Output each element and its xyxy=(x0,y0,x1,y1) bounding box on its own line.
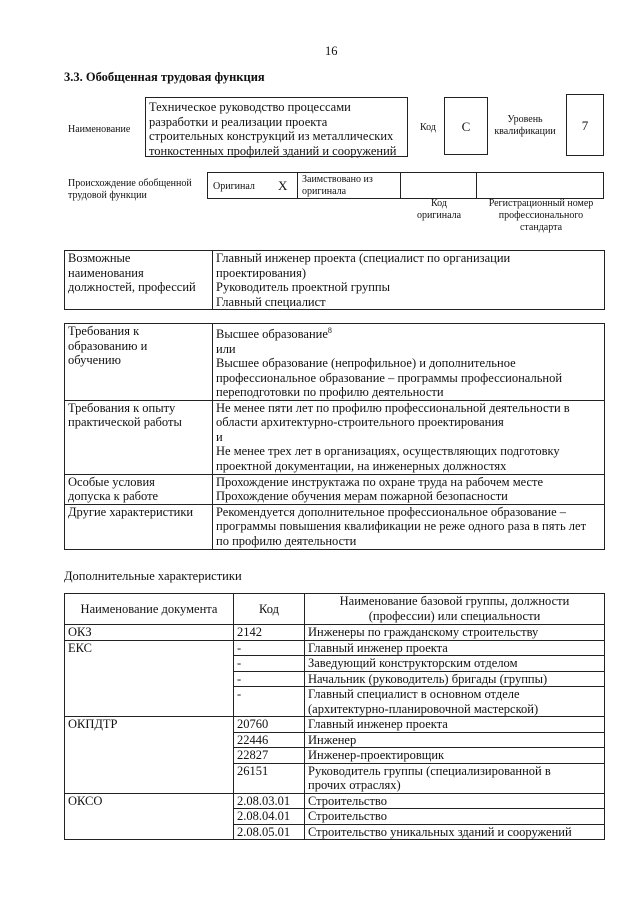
education-label: Требования к образованию и обучению xyxy=(65,324,213,401)
name-cell: Главный специалист в основном отделе (архитектурно-планировочной мастерской) xyxy=(305,687,605,717)
code-cell: 20760 xyxy=(234,717,305,733)
code-cell: 2142 xyxy=(234,625,305,641)
code-caption: Код оригинала xyxy=(416,198,462,221)
col-code-header: Код xyxy=(234,594,305,625)
code-cell: - xyxy=(234,671,305,687)
doc-okpdtr: ОКПДТР xyxy=(65,717,234,794)
requirements-table xyxy=(64,323,605,550)
footnote-mark: 8 xyxy=(327,326,332,335)
admission-label: Особые условия допуска к работе xyxy=(65,474,213,504)
origin-box xyxy=(207,172,604,199)
col-doc-header: Наименование документа xyxy=(65,594,234,625)
name-cell: Строительство xyxy=(305,793,605,809)
other-label: Другие характеристики xyxy=(65,504,213,549)
doc-eks: ЕКС xyxy=(65,640,234,717)
code-cell: 2.08.03.01 xyxy=(234,793,305,809)
name-cell: Заведующий конструкторским отделом xyxy=(305,656,605,672)
experience-value: Не менее пяти лет по профилю профессиональной деятельности в области архитектурно-строительного проектирования и Не менее трех лет в организациях, осуществляющих подготовку проектной документации, на инженерных должностях xyxy=(213,400,605,474)
origin-divider-1 xyxy=(297,172,298,199)
name-cell: Главный инженер проекта xyxy=(305,717,605,733)
admission-value: Прохождение инструктажа по охране труда на рабочем месте Прохождение обучения мерам пожарной безопасности xyxy=(213,474,605,504)
page-number: 16 xyxy=(325,44,338,58)
name-cell: Инженеры по гражданскому строительству xyxy=(305,625,605,641)
section-title: 3.3. Обобщенная трудовая функция xyxy=(64,70,265,84)
positions-values: Главный инженер проекта (специалист по организации проектирования) Руководитель проектной группы Главный специалист xyxy=(213,251,605,310)
name-cell: Главный инженер проекта xyxy=(305,640,605,656)
code-cell: - xyxy=(234,687,305,717)
positions-label: Возможные наименования должностей, профессий xyxy=(65,251,213,310)
name-cell: Строительство xyxy=(305,809,605,825)
education-value: Высшее образование$^8$ или Высшее образование (непрофильное) и дополнительное профессиональное образование – программы профессиональной переподготовки по профилю деятельности xyxy=(213,324,605,401)
col-name-header: Наименование базовой группы, должности (профессии) или специальности xyxy=(305,594,605,625)
name-cell: Строительство уникальных зданий и сооружений xyxy=(305,824,605,840)
code-cell: 2.08.04.01 xyxy=(234,809,305,825)
name-cell: Начальник (руководитель) бригады (группы) xyxy=(305,671,605,687)
original-mark: X xyxy=(278,178,288,193)
code-cell: 26151 xyxy=(234,763,305,793)
name-cell: Инженер xyxy=(305,732,605,748)
experience-label: Требования к опыту практической работы xyxy=(65,400,213,474)
origin-divider-3 xyxy=(476,172,477,199)
level-value: 7 xyxy=(566,94,604,156)
code-cell: 2.08.05.01 xyxy=(234,824,305,840)
additional-title: Дополнительные характеристики xyxy=(64,569,242,583)
origin-divider-2 xyxy=(400,172,401,199)
code-cell: - xyxy=(234,640,305,656)
borrowed-label: Заимствовано из оригинала xyxy=(302,174,373,197)
doc-okso: ОКСО xyxy=(65,793,234,840)
code-label: Код xyxy=(420,122,436,133)
level-label: Уровень квалификации xyxy=(494,114,556,137)
other-value: Рекомендуется дополнительное профессиональное образование – программы повышения квалификации не реже одного раза в пять лет по профилю деятельности xyxy=(213,504,605,549)
code-cell: 22827 xyxy=(234,748,305,764)
name-label: Наименование xyxy=(68,124,131,135)
doc-okz: ОКЗ xyxy=(65,625,234,641)
reg-caption: Регистрационный номер профессионального стандарта xyxy=(488,198,594,233)
code-cell: - xyxy=(234,656,305,672)
code-value: C xyxy=(444,97,488,155)
code-cell: 22446 xyxy=(234,732,305,748)
name-cell: Инженер-проектировщик xyxy=(305,748,605,764)
additional-table xyxy=(64,593,605,840)
origin-label: Происхождение обобщенной трудовой функции xyxy=(68,178,192,201)
name-cell: Руководитель группы (специализированной в прочих отраслях) xyxy=(305,763,605,793)
original-label: Оригинал xyxy=(213,181,255,192)
positions-table xyxy=(64,250,605,310)
name-value: Техническое руководство процессами разработки и реализации проекта строительных конструкций из металлических тонкостенных профилей зданий и сооружений xyxy=(145,97,408,157)
